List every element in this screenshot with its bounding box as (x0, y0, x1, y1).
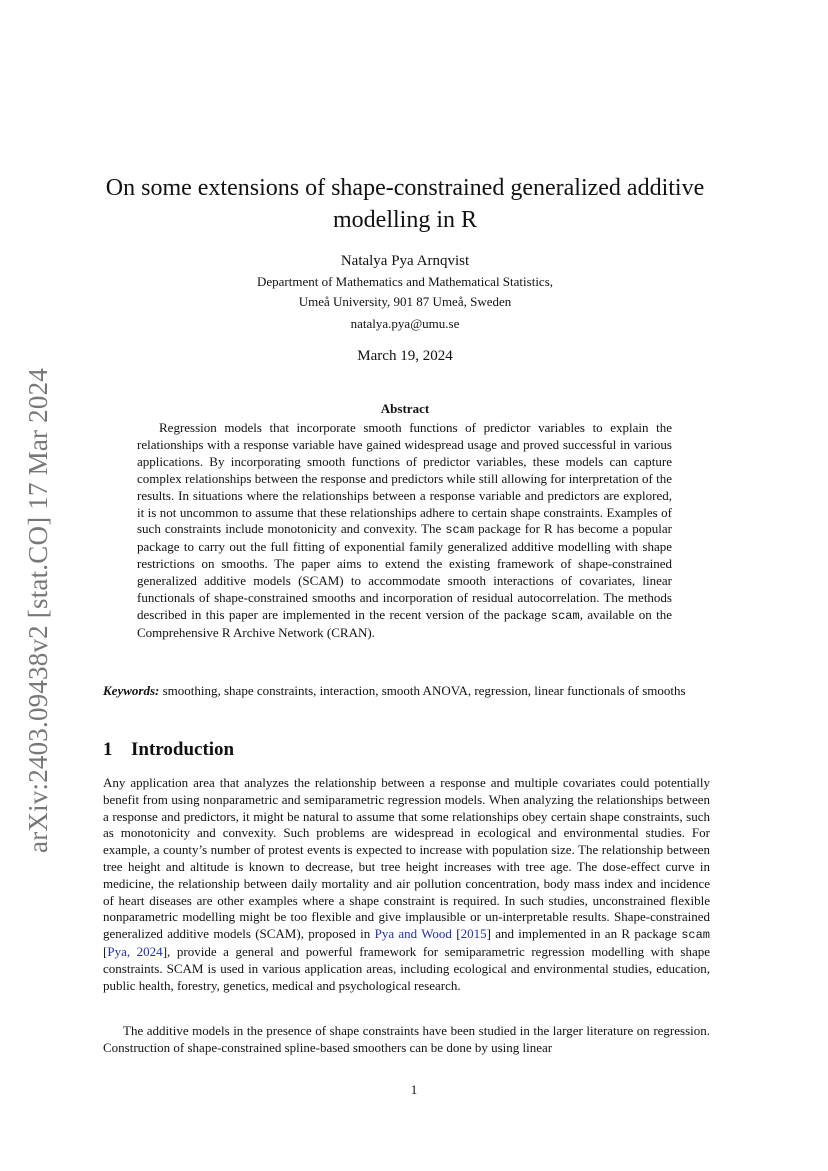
title-line-2: modelling in R (333, 207, 477, 233)
intro-p1-text-a: Any application area that analyzes the relationship between a response and multiple covariates could potentially benefit from using nonparametric and semiparametric regression models. When analyzing the relationships between a response and predictors, it might be natural to assume that some relationships obey certain shape constraints, such as monotonicity and convexity. Such problems are widespread in ecological and environmental studies. For example, a county’s number of protest events is expected to increase with population size. The relationship between tree height and altitude is known to decrease, but tree height increases with tree age. The dose-effect curve in medicine, the relationship between daily mortality and air pollution concentration, body mass index and incidence of heart diseases are other examples where a shape constraint is required. In such studies, unconstrained flexible nonparametric modelling might be too flexible and give implausible or un-interpretable results. Shape-constrained generalized additive models (SCAM), proposed in (103, 775, 710, 942)
abstract-code-scam-2: scam (550, 608, 580, 623)
intro-paragraph-2: The additive models in the presence of shape constraints have been studied in the larger literature on regression. Construction of shape-constrained spline-based smoothers can be done by using linear (103, 1023, 710, 1055)
cite2-close-bracket: ] (162, 943, 168, 959)
abstract-body (137, 420, 672, 642)
cite1-open-bracket: [ (451, 926, 461, 942)
citation-link-pya-wood[interactable]: Pya and Wood (374, 926, 452, 942)
author-name: Natalya Pya Arnqvist (340, 253, 470, 269)
abstract-code-scam-1: scam (445, 523, 475, 538)
section-number: 1 (103, 739, 113, 760)
paper-title (90, 172, 720, 236)
keywords-block (103, 682, 710, 699)
abstract-text-a: Regression models that incorporate smooth functions of predictor variables to explain the relationships with a response variable have gained widespread usage and proved successful in various applications. By incorporating smooth functions of predictor variables, these models can capture complex relationships between the response and predictors while still allowing for interpretation of the results. In situations where the relationships between a response variable and predictors are explored, it is not uncommon to assume that these relationships adhere to certain shape constraints. Examples of such constraints include monotonicity and convexity. The (137, 420, 672, 537)
author-affiliation (90, 272, 720, 312)
intro-paragraph-1 (103, 775, 710, 994)
citation-link-pya-2024[interactable]: Pya, 2024 (107, 943, 163, 959)
arxiv-identifier-stamp (16, 360, 60, 860)
cite2-open-bracket: [ (103, 943, 108, 959)
citation-link-2015[interactable]: 2015 (460, 926, 487, 942)
keywords-label: Keywords: (103, 683, 160, 698)
affiliation-line-2: Umeå University, 901 87 Umeå, Sweden (298, 294, 512, 309)
abstract-text-c: , available on the Comprehensive R Archive Network (CRAN). (137, 606, 672, 640)
intro-p1-text-b: and implemented in an R package (490, 926, 682, 942)
section-heading-introduction (103, 739, 234, 761)
cite1-close-bracket: ] (486, 926, 491, 942)
arxiv-identifier-text: arXiv:2403.09438v2 [stat.CO] 17 Mar 2024 (22, 367, 53, 853)
abstract-text-b: package for R has become a popular package to carry out the full fitting of exponential family generalized additive modelling with shape restrictions on smooths. The paper aims to extend the existing framework of shape-constrained generalized additive models (SCAM) to accommodate smooth interactions of covariates, linear functionals of shape-constrained smooths and incorporation of residual autocorrelation. The methods described in this paper are implemented in the recent version of the package (137, 521, 672, 622)
abstract-heading: Abstract (380, 401, 430, 416)
intro-code-scam: scam (681, 928, 711, 943)
publication-date: March 19, 2024 (357, 348, 453, 364)
affiliation-line-1: Department of Mathematics and Mathematical Statistics, (256, 274, 554, 289)
page-number: 1 (410, 1082, 418, 1097)
keywords-text: smoothing, shape constraints, interaction, smooth ANOVA, regression, linear functionals of smooths (162, 683, 686, 698)
author-email[interactable]: natalya.pya@umu.se (350, 316, 460, 331)
section-title: Introduction (131, 739, 235, 760)
intro-p1-text-c: , provide a general and powerful framework for semiparametric regression modelling with shape constraints. SCAM is used in various application areas, including ecological and environmental studies, education, public health, forestry, genetics, medical and psychological research. (103, 943, 710, 993)
title-line-1: On some extensions of shape-constrained generalized additive (105, 175, 705, 201)
